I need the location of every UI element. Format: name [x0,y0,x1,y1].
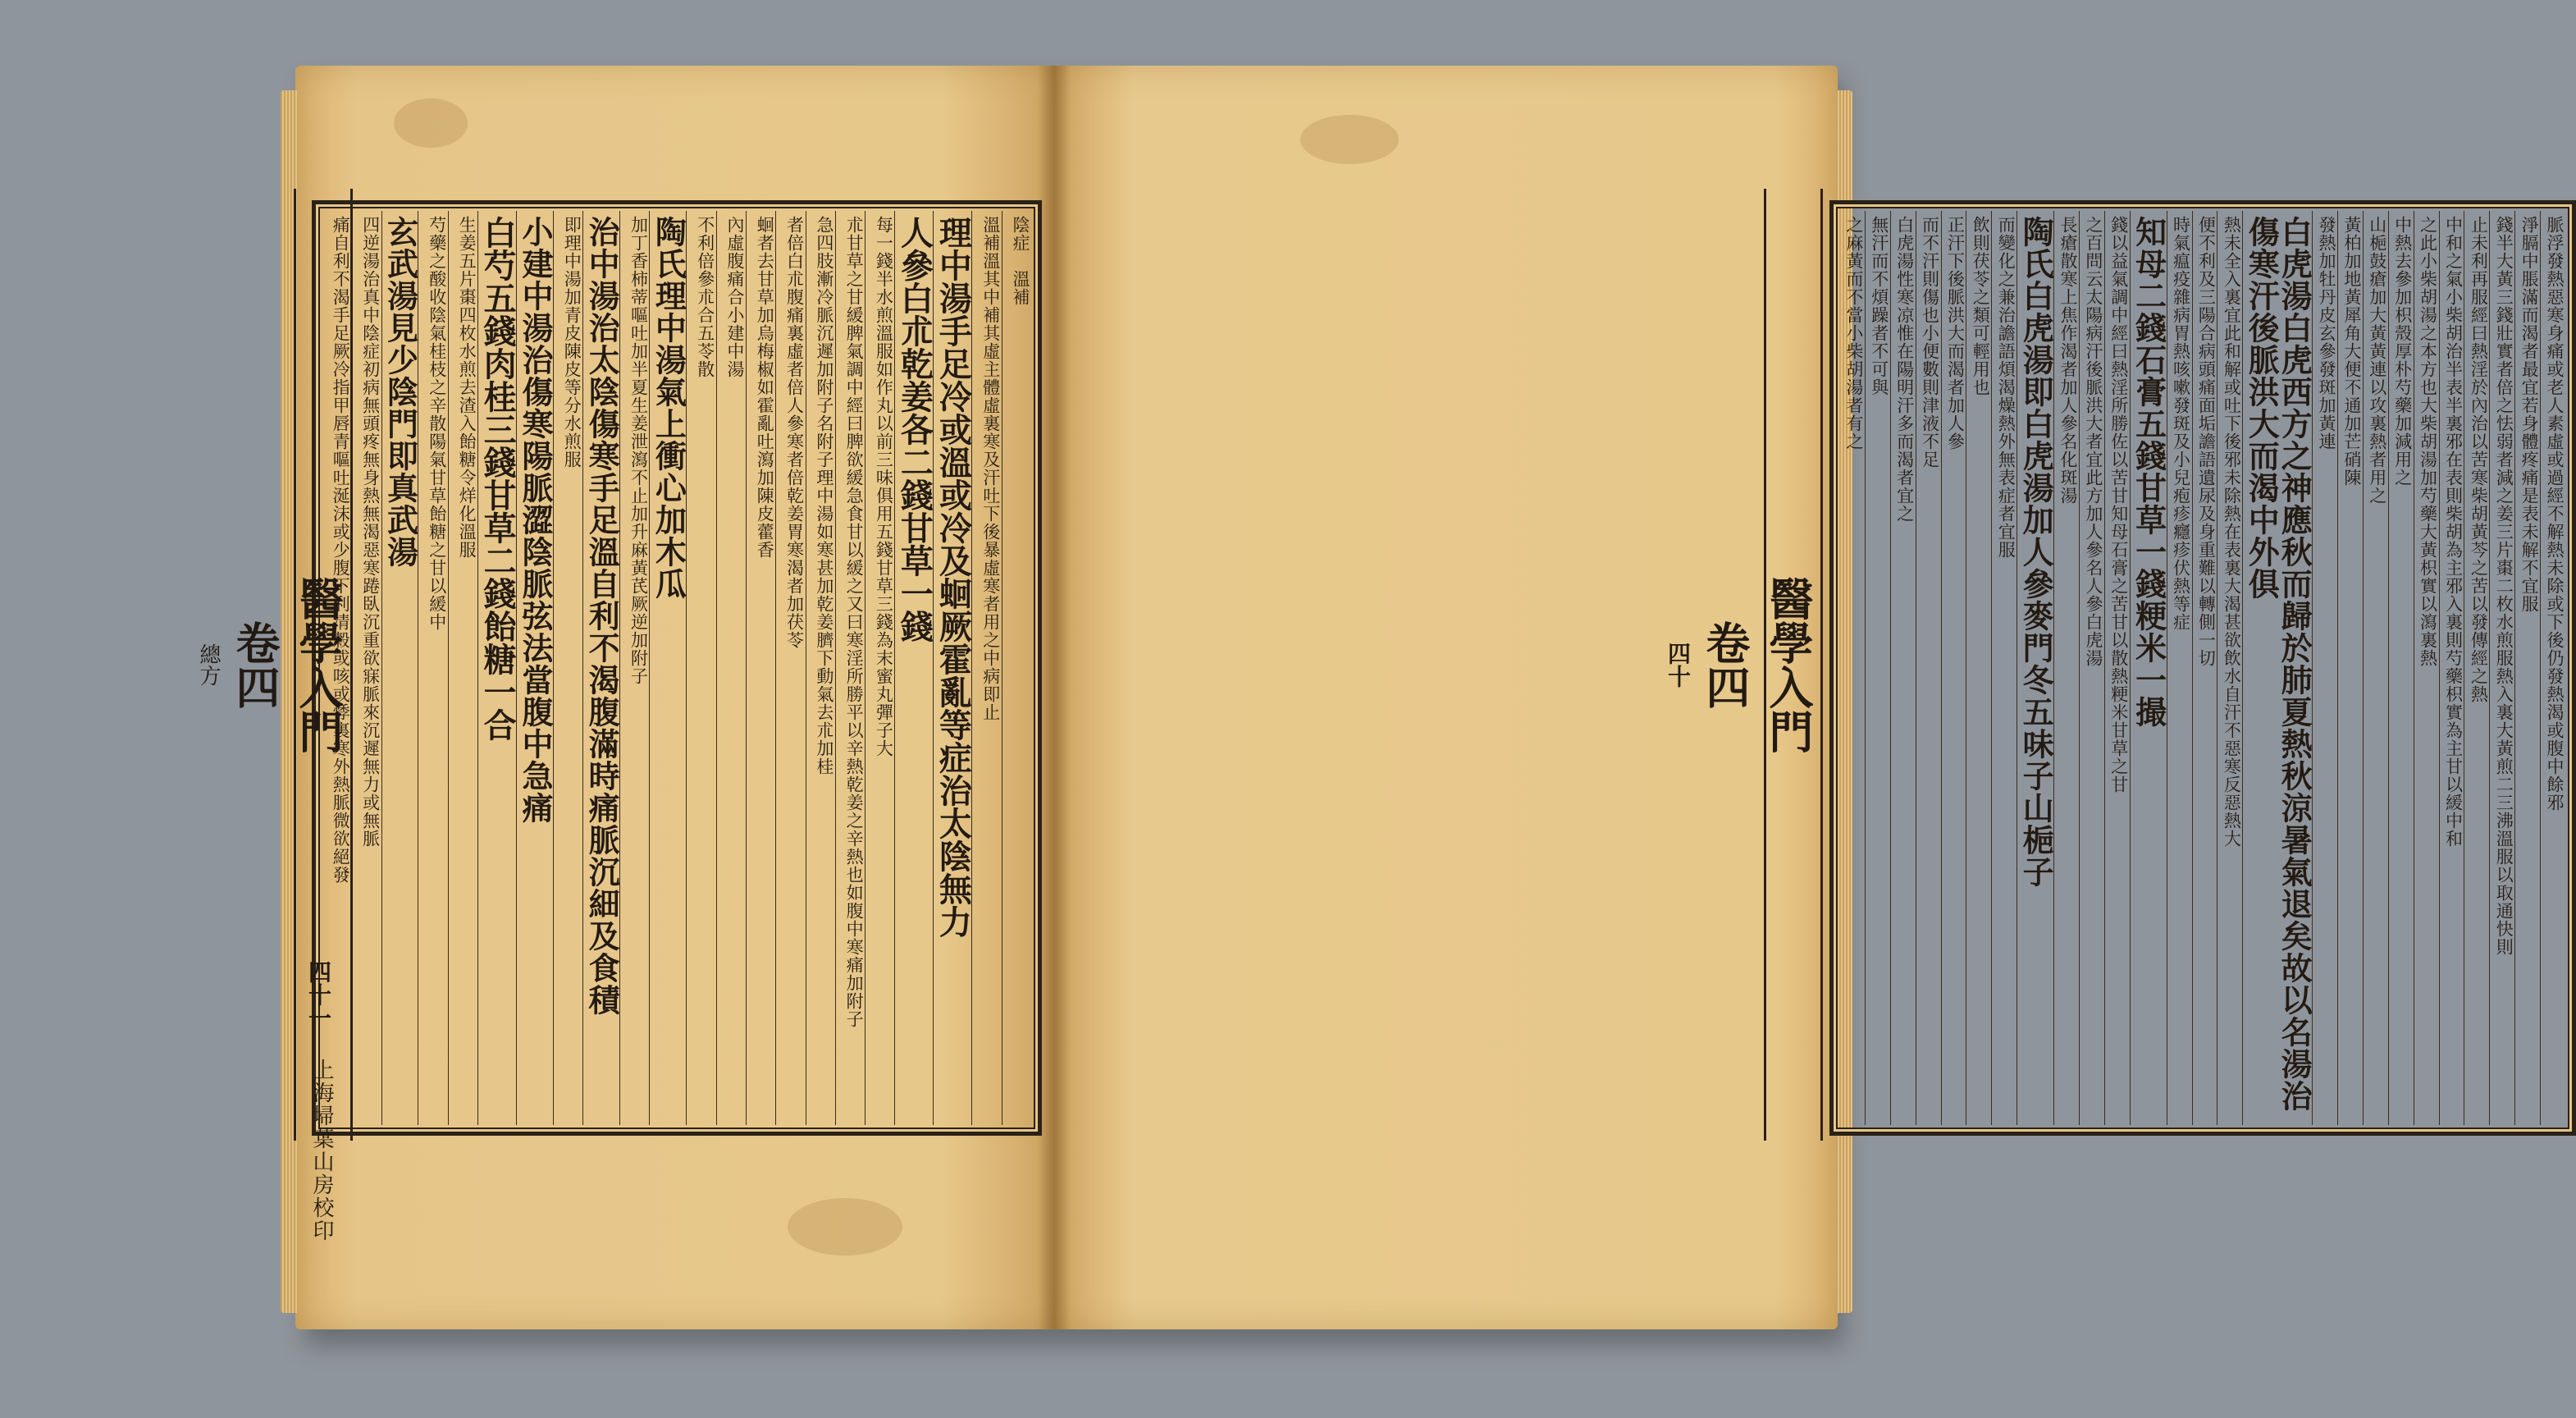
paper-stain [1300,115,1399,164]
left-text-column: 即理中湯加青皮陳皮等分水煎服 [553,211,582,1125]
right-text-column: 知母二錢石膏五錢甘草一錢粳米一撮 [2130,211,2167,1125]
right-text-column: 錢半大黃三錢壯實者倍之怯弱者減之姜三片棗二枚水煎服熱入裏大黃煎二三沸溫服以取通快則 [2489,211,2514,1125]
right-text-column: 發熱加牡丹皮玄參發斑加黃連 [2312,211,2337,1125]
right-banner [1665,189,1823,1141]
left-columns [322,211,1031,1125]
left-text-column: 理中湯手足冷或溫或冷及蛔厥霍亂等症治太陰無力 [933,211,971,1125]
right-text-column: 中熱去參加枳殼厚朴芍藥加減用之 [2388,211,2414,1125]
book-title: 醫學入門 [292,576,345,753]
right-text-column: 脈浮發熱惡寒身痛或老人素虛或過經不解熱未除或下後仍發熱渴或腹中餘邪 [2540,211,2565,1125]
right-text-column: 熱未全入裏宜此和解或吐下後邪未除熱在表裏大渴甚欲飲水自汗不惡寒反惡熱大 [2217,211,2242,1125]
right-text-column: 錢以益氣調中經曰熱淫所勝佐以苦甘知母石膏之苦甘以散熱粳米甘草之甘 [2104,211,2130,1125]
left-text-column: 玄武湯見少陰門即真武湯 [381,211,418,1125]
right-text-column: 止未利再服經曰熱淫於內治以苦寒柴胡黃芩之苦以發傳經之熱 [2464,211,2489,1125]
right-page [1054,66,2565,1329]
right-text-column: 時氣瘟疫雜病胃熱咳嗽發斑及小兒疱疹癮疹伏熱等症 [2167,211,2192,1125]
right-text-column: 之此小柴胡湯之本方也大柴胡湯加芍藥大黃枳實以瀉裏熱 [2414,211,2439,1125]
left-page-number: 四十一 [305,960,332,1029]
imprint: 上海埽葉山房校印 [309,1059,334,1242]
book-title-right: 醫學入門 [1762,576,1815,753]
left-text-column: 生姜五片棗四枚水煎去渣入飴糖令烊化溫服 [448,211,477,1125]
left-text-column: 人參白朮乾姜各二錢甘草一錢 [894,211,933,1125]
left-text-column: 內虛腹痛合小建中湯 [716,211,746,1125]
left-text-column: 芍藥之酸收陰氣桂枝之辛散陽氣甘草飴糖之甘以緩中 [418,211,447,1125]
right-text-column: 正汗下後脈洪大而渴者加人參 [1941,211,1966,1125]
right-text-column: 陶氏白虎湯即白虎湯加人參麥門冬五味子山梔子 [2016,211,2053,1125]
right-text-column: 而變化之兼治譫語煩渴燥熱外無表症者宜服 [1991,211,2016,1125]
right-text-column: 長瘡散寒上焦作渴者加人參名化斑湯 [2053,211,2079,1125]
left-text-column: 急四肢漸冷脈沉遲加附子名附子理中湯如寒甚加乾姜臍下動氣去朮加桂 [806,211,835,1125]
right-text-column: 之麻黃而不當小柴胡湯者有之 [1843,216,1864,451]
left-text-column: 蛔者去甘草加烏梅椒如霍亂吐瀉加陳皮藿香 [746,211,775,1125]
left-page [196,66,1054,1329]
right-text-column: 白虎湯性寒凉惟在陽明汗多而渴者宜之 [1890,211,1916,1125]
right-text-column: 淨膈中脹滿而渴者最宜若身體疼痛是表未解不宜服 [2514,211,2540,1125]
left-text-column: 陶氏理中湯氣上衝心加木瓜 [649,211,686,1125]
right-text-column: 中和之氣小柴胡治半表半裏邪在表則柴胡為主邪入裏則芍藥枳實為主甘以緩中和 [2439,211,2464,1125]
left-text-column: 溫補溫其中補其虛主體虛裏寒及汗吐下後暴虛寒者用之中病即止 [971,211,1001,1125]
left-text-column: 四逆湯治真中陰症初病無頭疼無身熱無渴惡寒踡臥沉重欲寐脈來沉遲無力或無脈 [351,211,381,1125]
left-text-column: 白芍五錢肉桂三錢甘草二錢飴糖一合 [477,211,516,1125]
right-text-column: 之百問云太陽病汗後脈洪大者宜此方加人參名人參白虎湯 [2079,211,2104,1125]
right-columns [1840,211,2565,1125]
left-text-column: 不利倍參朮合五苓散 [686,211,715,1125]
volume-label: 卷四 [229,620,281,709]
right-text-column: 而不汗則傷也小便數則津液不足 [1916,211,1941,1125]
volume-label-right: 卷四 [1699,620,1752,709]
right-text-column: 黃柏加地黃犀角大便不通加芒硝陳 [2337,211,2363,1125]
paper-stain [788,1198,902,1256]
right-text-column: 便不利及三陽合病頭痛面垢譫語遺尿及身重難以轉側一切 [2192,211,2217,1125]
left-text-column: 朮甘草之甘緩脾氣調中經曰脾欲緩急食甘以緩之又曰寒淫所勝平以辛熱乾姜之辛熱也如腹中寒痛加附子 [835,211,865,1125]
right-page-number: 四十 [1665,642,1692,688]
left-text-column: 者倍白朮腹痛裏虛者倍人參寒者倍乾姜胃寒渴者加茯苓 [775,211,805,1125]
right-text-column: 白虎湯白虎西方之神應秋而歸於肺夏熱秋涼暑氣退矣故以名湯治傷寒汗後脈洪大而渴中外俱 [2242,211,2312,1125]
paper-stain [394,98,468,148]
open-book [196,66,2565,1329]
left-text-column: 加丁香柿蒂嘔吐加半夏生姜泄瀉不止加升麻黃芪厥逆加附子 [619,211,649,1125]
section-label: 總方 [196,643,221,686]
left-text-frame [312,200,1042,1136]
left-text-column: 陰症 溫補 [1002,211,1031,1125]
left-text-column: 小建中湯治傷寒陽脈澀陰脈弦法當腹中急痛 [516,211,553,1125]
left-text-column: 痛自利不渴手足厥冷指甲唇青嘔吐涎沫或少腹下利清穀或咳或悸裏寒外熱脈微欲絕發 [331,216,351,884]
right-text-column: 飲則茯苓之類可輕用也 [1966,211,1991,1125]
right-text-column: 山梔鼓瘡加大黃黃連以攻裏熱者用之 [2363,211,2388,1125]
book-gutter [1038,66,1071,1329]
left-text-column: 治中湯治太陰傷寒手足溫自利不渴腹滿時痛脈沉細及食積 [582,211,619,1125]
left-text-column: 每一錢半水煎溫服如作丸以前三味俱用五錢甘草三錢為末蜜丸彈子大 [865,211,894,1125]
right-text-column: 無汗而不煩躁者不可與 [1865,211,1890,1125]
right-text-frame [1829,200,2576,1136]
